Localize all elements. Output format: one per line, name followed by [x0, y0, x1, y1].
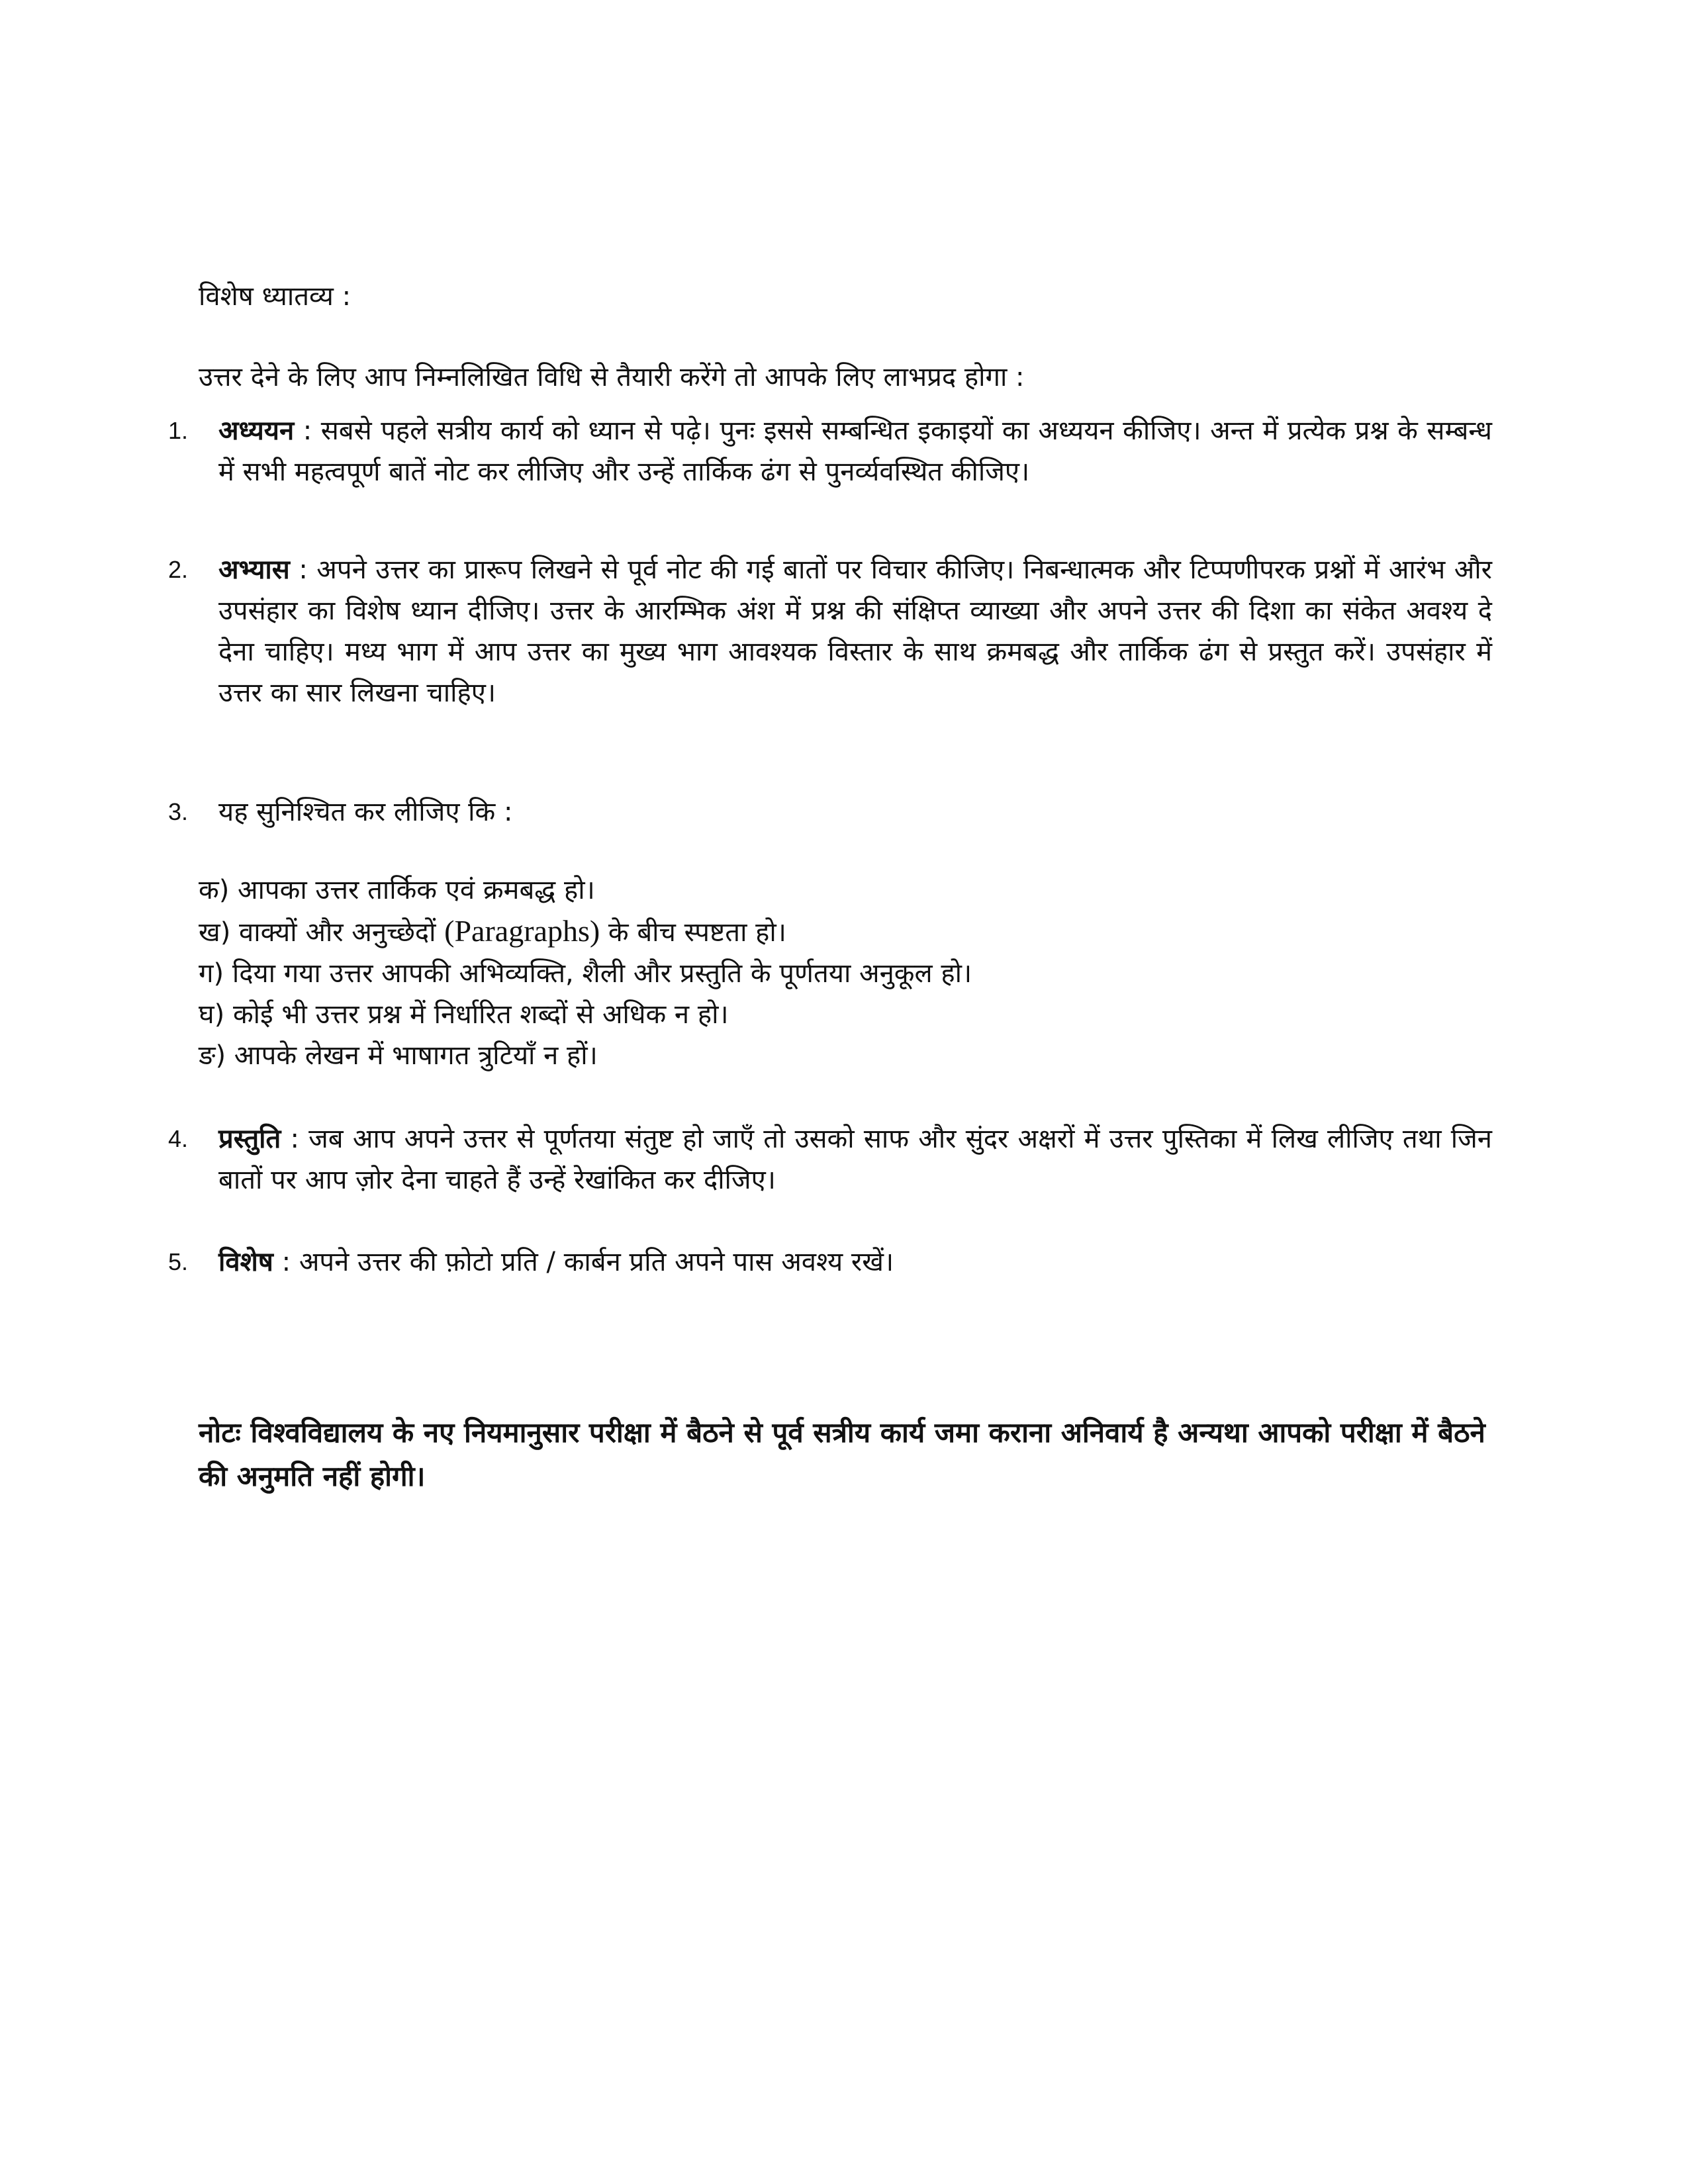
item-text: : जब आप अपने उत्तर से पूर्णतया संतुष्ट हो जाएँ तो उसको साफ और सुंदर अक्षरों में उत्तर पुस्तिका में लिख लीजिए तथा जिन बातों पर आप ज़ोर देना चाहते हैं उन्हें रेखांकित कर दीजिए।	[218, 1124, 1492, 1195]
checklist-item-b-tail: के बीच स्पष्टता हो।	[600, 917, 786, 948]
list-item-3	[168, 792, 1492, 833]
list-number: 3.	[168, 798, 189, 825]
checklist-item-d: घ) कोई भी उत्तर प्रश्न में निर्धारित शब्दों से अधिक न हो।	[199, 999, 729, 1030]
item-text: : अपने उत्तर की फ़ोटो प्रति / कार्बन प्रति अपने पास अवश्य रखें।	[273, 1247, 894, 1277]
checklist-item-c: ग) दिया गया उत्तर आपकी अभिव्यक्ति, शैली और प्रस्तुति के पूर्णतया अनुकूल हो।	[199, 958, 972, 989]
checklist-item-a: क) आपका उत्तर तार्किक एवं क्रमबद्ध हो।	[199, 875, 595, 905]
intro-text: उत्तर देने के लिए आप निम्नलिखित विधि से तैयारी करेंगे तो आपके लिए लाभप्रद होगा :	[199, 362, 1025, 392]
item-text: : सबसे पहले सत्रीय कार्य को ध्यान से पढ़े। पुनः इससे सम्बन्धित इकाइयों का अध्ययन कीजिए। अन्त में प्रत्येक प्रश्न के सम्बन्ध में सभी महत्वपूर्ण बातें नोट कर लीजिए और उन्हें तार्किक ढंग से पुनर्व्यवस्थित कीजिए।	[218, 416, 1492, 487]
list-item-5	[168, 1242, 1492, 1283]
list-item-body	[218, 410, 1492, 492]
list-item-body	[218, 1242, 1492, 1283]
list-item-2	[168, 549, 1492, 713]
important-note: नोटः विश्वविद्यालय के नए नियमानुसार परीक्षा में बैठने से पूर्व सत्रीय कार्य जमा कराना अनिवार्य है अन्यथा आपको परीक्षा में बैठने की अनुमति नहीं होगी।	[199, 1416, 1485, 1492]
paragraphs-term: (Paragraphs)	[444, 914, 600, 948]
item-term: प्रस्तुति	[218, 1124, 281, 1154]
list-number: 1.	[168, 417, 189, 444]
item-term: विशेष	[218, 1247, 273, 1277]
section-heading: विशेष ध्यातव्य :	[199, 281, 352, 312]
list-number: 2.	[168, 556, 189, 583]
item-text: यह सुनिश्चित कर लीजिए कि :	[218, 797, 513, 827]
list-number: 4.	[168, 1125, 189, 1152]
list-item-1	[168, 410, 1492, 492]
checklist-item-e: ङ) आपके लेखन में भाषागत त्रुटियाँ न हों।	[199, 1040, 598, 1071]
list-item-body	[218, 549, 1492, 713]
checklist-item-b	[199, 911, 1456, 953]
item-text: : अपने उत्तर का प्रारूप लिखने से पूर्व नोट की गई बातों पर विचार कीजिए। निबन्धात्मक और टिप्पणीपरक प्रश्नों में आरंभ और उपसंहार का विशेष ध्यान दीजिए। उत्तर के आरम्भिक अंश में प्रश्न की संक्षिप्त व्याख्या और अपने उत्तर की दिशा का संकेत अवश्य दे देना चाहिए। मध्य भाग में आप उत्तर का मुख्य भाग आवश्यक विस्तार के साथ क्रमबद्ध और तार्किक ढंग से प्रस्तुत करें। उपसंहार में उत्तर का सार लिखना चाहिए।	[218, 555, 1492, 708]
list-item-body	[218, 1118, 1492, 1201]
list-number: 5.	[168, 1248, 189, 1275]
checklist-item-b-text: ख) वाक्यों और अनुच्छेदों	[199, 917, 445, 948]
checklist	[199, 870, 1456, 1076]
list-item-4	[168, 1118, 1492, 1201]
list-item-body	[218, 792, 1492, 833]
item-term: अध्ययन	[218, 416, 295, 446]
item-term: अभ्यास	[218, 555, 290, 585]
